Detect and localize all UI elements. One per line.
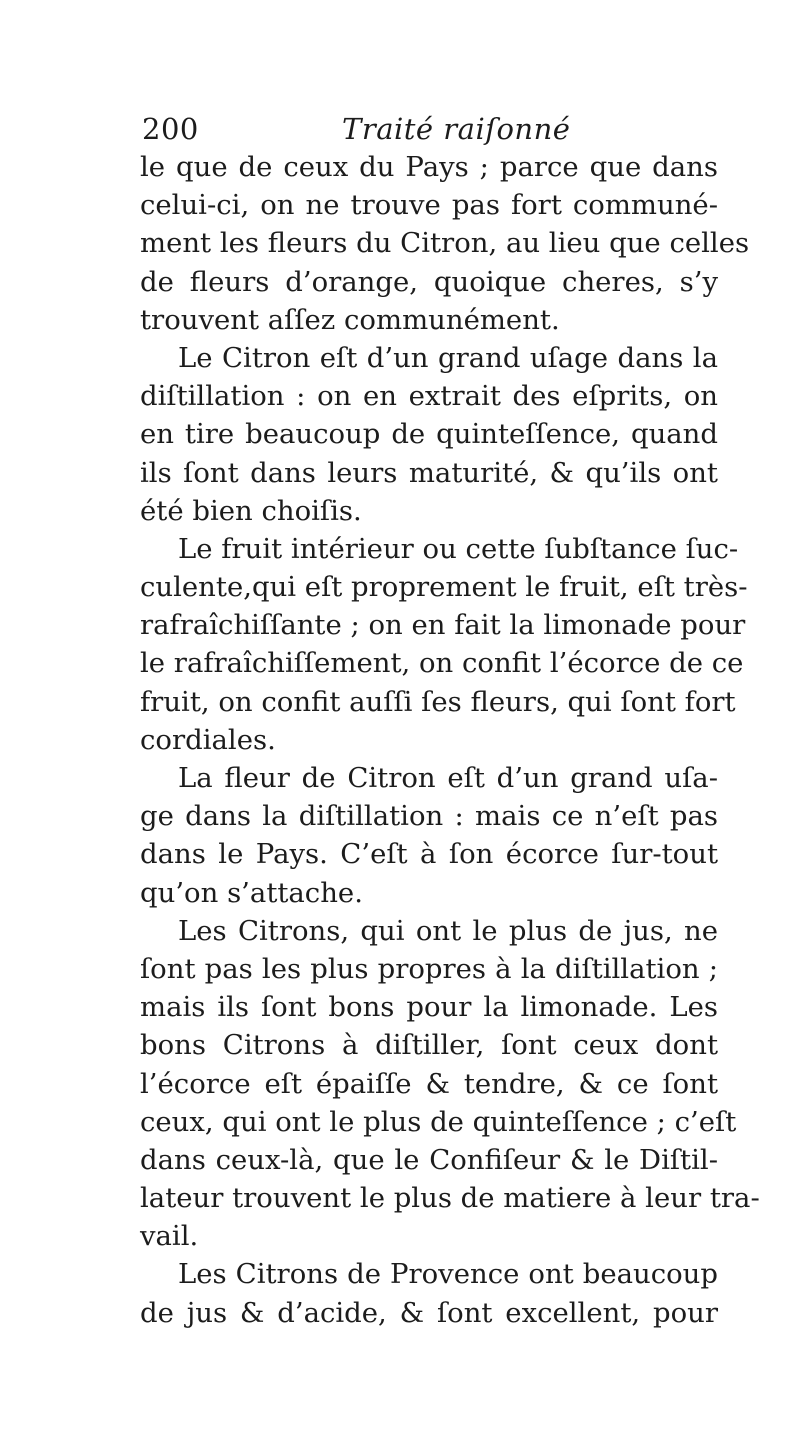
- paragraph-first-line: Le fruit intérieur ou cette ſubſtance ſuc-: [178, 532, 739, 565]
- text-line: fruit, on confit auſſi ſes fleurs, qui ſont fort: [140, 685, 736, 718]
- text-line: le que de ceux du Pays ; parce que dans: [140, 151, 718, 183]
- text-line: celui-ci, on ne trouve pas fort communé-: [140, 189, 718, 222]
- text-line: de jus & d’acide, & ſont excellent, pour: [140, 1296, 718, 1329]
- text-line: le rafraîchiſſement, on confit l’écorce de ce: [140, 647, 744, 680]
- text-line: vail.: [140, 1220, 199, 1253]
- text-line: dans le Pays. C’eſt à ſon écorce ſur-tout: [140, 838, 718, 871]
- text-line: trouvent aſſez communément.: [140, 303, 560, 336]
- text-line: ſont pas les plus propres à la diſtillation ;: [140, 952, 718, 985]
- text-line: mais ils ſont bons pour la limonade. Les: [140, 991, 718, 1024]
- text-line: ge dans la diſtillation : mais ce n’eſt pas: [140, 800, 718, 833]
- text-line: l’écorce eſt épaiſſe & tendre, & ce ſont: [140, 1067, 718, 1100]
- text-line: cordiales.: [140, 723, 276, 756]
- text-line: qu’on s’attache.: [140, 876, 363, 909]
- paragraph-first-line: Les Citrons, qui ont le plus de jus, ne: [178, 914, 718, 947]
- running-title: Traité raiſonné: [342, 112, 571, 146]
- text-line: de fleurs d’orange, quoique cheres, s’y: [140, 265, 718, 298]
- text-line: ceux, qui ont le plus de quinteſſence ; c’eſt: [140, 1105, 737, 1138]
- text-line: rafraîchiſſante ; on en fait la limonade pour: [140, 609, 746, 642]
- text-line: ils ſont dans leurs maturité, & qu’ils ont: [140, 456, 718, 489]
- paragraph-first-line: Le Citron eſt d’un grand uſage dans la: [178, 341, 718, 374]
- text-line: lateur trouvent le plus de matiere à leur tra-: [140, 1182, 760, 1215]
- text-line: ment les fleurs du Citron, au lieu que celles: [140, 227, 750, 260]
- text-line: dans ceux-là, que le Confiſeur & le Diſtil-: [140, 1143, 718, 1176]
- text-line: culente,qui eſt proprement le fruit, eſt très-: [140, 571, 748, 604]
- text-line: en tire beaucoup de quinteſſence, quand: [140, 418, 718, 451]
- text-line: bons Citrons à diſtiller, ſont ceux dont: [140, 1029, 718, 1062]
- paragraph-first-line: Les Citrons de Provence ont beaucoup: [178, 1258, 718, 1291]
- body-text: [140, 148, 760, 1332]
- text-line: été bien choiſis.: [140, 494, 362, 527]
- page-number: 200: [142, 112, 199, 146]
- text-line: diſtillation : on en extrait des eſprits, on: [140, 380, 718, 413]
- paragraph-first-line: La fleur de Citron eſt d’un grand uſa-: [178, 762, 718, 794]
